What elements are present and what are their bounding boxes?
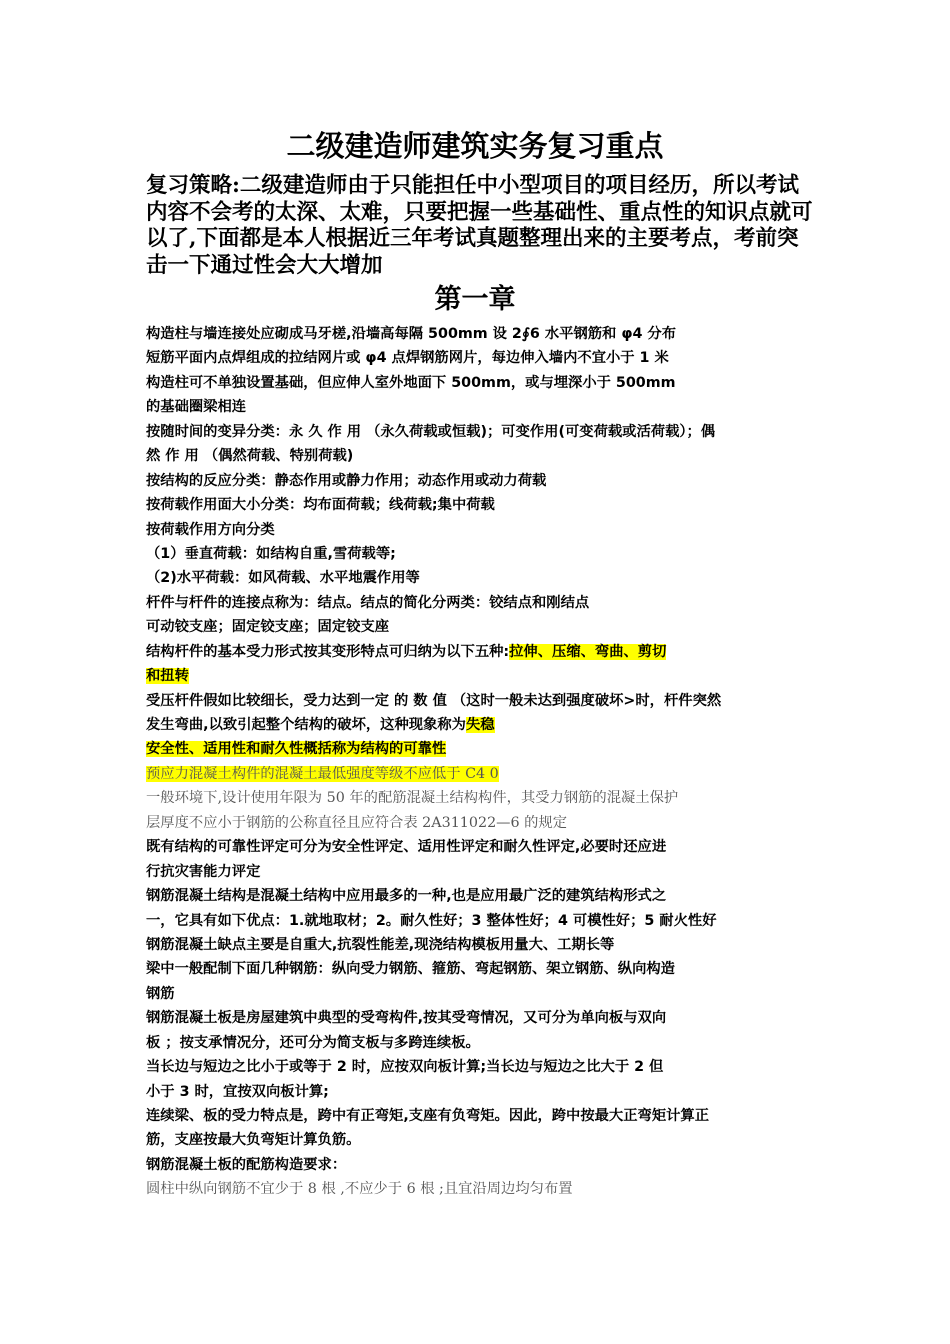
text-line: [146, 786, 816, 810]
text-line: [146, 1006, 816, 1030]
document-title: 二级建造师建筑实务复习重点: [286, 129, 664, 163]
text-line: [146, 835, 816, 859]
text-line: [146, 884, 816, 908]
chapter-heading: 第一章: [434, 284, 516, 315]
line-text: 钢筋混凝土板的配筋构造要求：: [146, 1156, 347, 1173]
line-text: 小于 3 时，宜按双向板计算;: [146, 1083, 329, 1100]
text-line: [146, 1031, 816, 1055]
text-line: [146, 762, 816, 786]
line-text: 筋，支座按最大负弯矩计算负筋。: [146, 1132, 361, 1149]
line-text: 当长边与短边之比小于或等于 2 时，应按双向板计算;当长边与短边之比大于 2 但: [146, 1059, 664, 1076]
line-text: 梁中一般配制下面几种钢筋：纵向受力钢筋、箍筋、弯起钢筋、架立钢筋、纵向构造: [146, 961, 675, 978]
text-line: [146, 982, 816, 1006]
line-text: 结构杆件的基本受力形式按其变形特点可归纳为以下五种:: [146, 643, 510, 660]
text-line: [146, 689, 816, 713]
text-line: [146, 566, 816, 590]
line-text: 既有结构的可靠性评定可分为安全性评定、适用性评定和耐久性评定,必要时还应进: [146, 839, 667, 856]
text-line: [146, 1080, 816, 1104]
highlighted-text: 预应力混凝土构件的混凝土最低强度等级不应低于 C4 0: [146, 765, 499, 782]
line-text: 钢筋混凝土缺点主要是自重大,抗裂性能差,现浇结构模板用量大、工期长等: [146, 936, 615, 953]
text-line: [146, 640, 816, 664]
line-text: 按随时间的变异分类：永 久 作 用 （永久荷载或恒载)；可变作用(可变荷载或活荷载）；偶: [146, 423, 716, 440]
text-line: [146, 860, 816, 884]
line-text: 构造柱与墙连接处应砌成马牙槎,沿墙高每隔 500mm 设 2∮6 水平钢筋和 φ4 分布: [146, 326, 677, 342]
line-text: （1）垂直荷载：如结构自重,雪荷载等;: [146, 545, 396, 562]
highlighted-text: 拉伸、压缩、弯曲、剪切: [509, 643, 667, 660]
text-line: [146, 957, 816, 981]
line-text: 杆件与杆件的连接点称为：结点。结点的简化分两类：铰结点和刚结点: [146, 594, 590, 611]
line-text: 圆柱中纵向钢筋不宜少于 8 根 ,不应少于 6 根 ;且宜沿周边均匀布置: [146, 1181, 573, 1198]
line-text: 板 ；按支承情况分，还可分为简支板与多跨连续板。: [146, 1034, 480, 1051]
text-line: [146, 615, 816, 639]
text-line: [146, 493, 816, 517]
line-text: 构造柱可不单独设置基础，但应伸人室外地面下 500mm，或与埋深小于 500mm: [146, 374, 676, 391]
text-line: [146, 1104, 816, 1128]
text-line: [146, 909, 816, 933]
line-text: （2)水平荷载：如风荷载、水平地震作用等: [146, 570, 420, 587]
line-text: 的基础圈梁相连: [146, 399, 247, 416]
intro-paragraph: 复习策略:二级建造师由于只能担任中小型项目的项目经历，所以考试内容不会考的太深、太难，只要把握一些基础性、重点性的知识点就可以了,下面都是本人根据近三年考试真题整理出来的主要考点，考前突击一下通过性会大大增加: [146, 173, 813, 278]
text-line: [146, 1128, 816, 1152]
text-line: [146, 737, 816, 761]
text-line: [146, 1177, 816, 1201]
text-line: [146, 713, 816, 737]
text-line: [146, 1055, 816, 1079]
highlighted-text: 安全性、适用性和耐久性概括称为结构的可靠性: [146, 741, 447, 758]
text-line: [146, 591, 816, 615]
text-line: [146, 420, 816, 444]
line-text: 层厚度不应小于钢筋的公称直径且应符合表 2A311022—6 的规定: [146, 814, 568, 831]
line-text: 一，它具有如下优点：1.就地取材；2。耐久性好；3 整体性好；4 可模性好；5 耐火性好: [146, 912, 717, 929]
body-text: [146, 322, 816, 1202]
line-text: 受压杆件假如比较细长，受力达到一定 的 数 值 （这时一般未达到强度破坏>时，杆件突然: [146, 692, 722, 709]
line-text: 发生弯曲,以致引起整个结构的破坏，这种现象称为: [146, 717, 466, 733]
line-text: 行抗灾害能力评定: [146, 863, 261, 880]
line-text: 按荷载作用面大小分类：均布面荷载；线荷载;集中荷载: [146, 497, 495, 514]
text-line: [146, 469, 816, 493]
text-line: [146, 542, 816, 566]
line-text: 钢筋混凝土板是房屋建筑中典型的受弯构件,按其受弯情况，又可分为单向板与双向: [146, 1010, 667, 1027]
text-line: [146, 395, 816, 419]
text-line: [146, 371, 816, 395]
line-text: 连续梁、板的受力特点是，跨中有正弯矩,支座有负弯矩。因此，跨中按最大正弯矩计算正: [146, 1108, 710, 1124]
line-text: 按荷载作用方向分类: [146, 521, 275, 538]
text-line: [146, 346, 816, 370]
line-text: 然 作 用 （偶然荷载、特别荷载): [146, 448, 354, 465]
line-text: 一般环境下,设计使用年限为 50 年的配筋混凝土结构构件，其受力钢筋的混凝土保护: [146, 790, 679, 807]
line-text: 可动铰支座；固定铰支座；固定铰支座: [146, 619, 390, 636]
line-text: 按结构的反应分类：静态作用或静力作用；动态作用或动力荷载: [146, 472, 547, 489]
highlighted-text: 失稳: [465, 717, 495, 733]
text-line: [146, 933, 816, 957]
line-text: 钢筋: [146, 985, 175, 1002]
line-text: 短筋平面内点焊组成的拉结网片或 φ4 点焊钢筋网片，每边伸入墙内不宜小于 1 米: [146, 350, 669, 367]
text-line: [146, 444, 816, 468]
text-line: [146, 322, 816, 346]
text-line: [146, 518, 816, 542]
text-line: [146, 811, 816, 835]
highlighted-text: 和扭转: [146, 668, 189, 685]
line-text: 钢筋混凝土结构是混凝土结构中应用最多的一种,也是应用最广泛的建筑结构形式之: [146, 888, 667, 905]
text-line: [146, 1153, 816, 1177]
text-line: [146, 664, 816, 688]
